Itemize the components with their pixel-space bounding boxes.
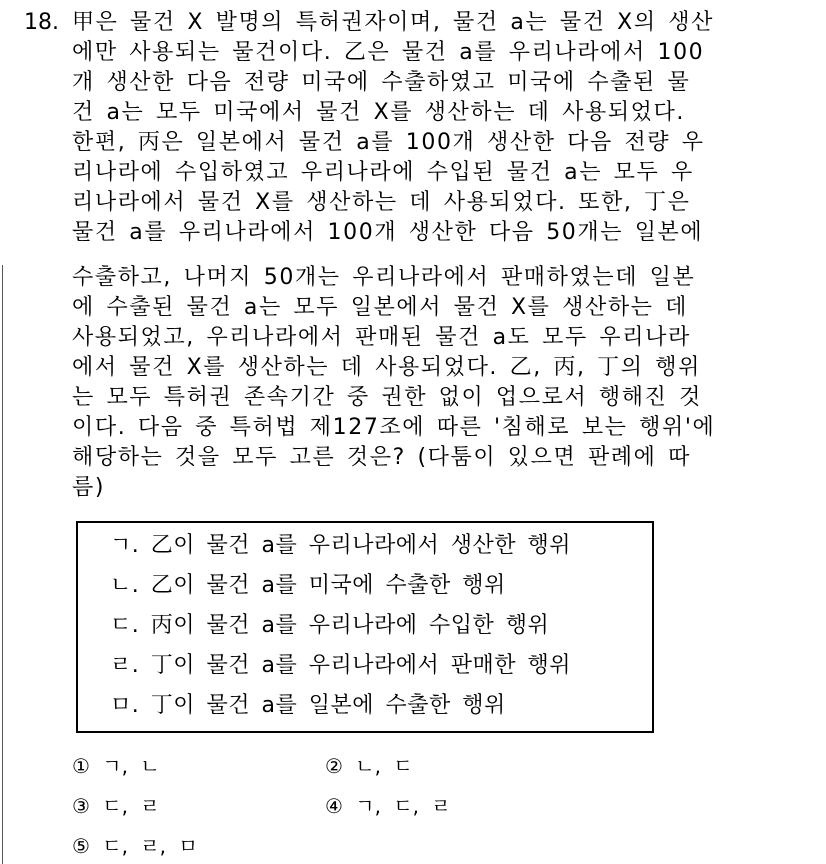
question-line: 이다. 다음 중 특허법 제127조에 따른 '침해로 보는 행위'에 <box>72 415 716 440</box>
choice-label: ⑤ <box>72 834 90 858</box>
choice-text: ㄱ, ㄴ <box>102 754 160 778</box>
question-number: 18. <box>24 10 59 35</box>
statement-item: ㄹ. 丁이 물건 a를 우리나라에서 판매한 행위 <box>110 653 571 678</box>
question-line: 개 생산한 다음 전량 미국에 수출하였고 미국에 수출된 물 <box>72 70 691 95</box>
choice-text: ㄱ, ㄷ, ㄹ <box>355 794 451 818</box>
statement-item: ㄴ. 乙이 물건 a를 미국에 수출한 행위 <box>110 573 506 598</box>
question-line: 리나라에서 물건 X를 생산하는 데 사용되었다. 또한, 丁은 <box>72 190 691 215</box>
choice-1[interactable] <box>72 752 160 780</box>
question-line: 甲은 물건 X 발명의 특허권자이며, 물건 a는 물건 X의 생산 <box>72 10 714 35</box>
question-line: 에만 사용되는 물건이다. 乙은 물건 a를 우리나라에서 100 <box>72 40 705 65</box>
choice-label: ③ <box>72 794 90 818</box>
statement-item: ㄱ. 乙이 물건 a를 우리나라에서 생산한 행위 <box>110 533 571 558</box>
choice-label: ④ <box>325 794 343 818</box>
choice-text: ㄷ, ㄹ <box>102 794 160 818</box>
choice-text: ㄴ, ㄷ <box>355 754 413 778</box>
choice-label: ② <box>325 754 343 778</box>
question-line: 건 a는 모두 미국에서 물건 X를 생산하는 데 사용되었다. <box>72 100 685 125</box>
choice-5[interactable] <box>72 832 198 860</box>
choice-2[interactable] <box>325 752 413 780</box>
question-line: 물건 a를 우리나라에서 100개 생산한 다음 50개는 일본에 <box>72 220 704 245</box>
statement-item: ㄷ. 丙이 물건 a를 우리나라에 수입한 행위 <box>110 613 550 638</box>
choice-4[interactable] <box>325 792 451 820</box>
choice-text: ㄷ, ㄹ, ㅁ <box>102 834 198 858</box>
statement-item: ㅁ. 丁이 물건 a를 일본에 수출한 행위 <box>110 693 506 718</box>
question-line: 에서 물건 X를 생산하는 데 사용되었다. 乙, 丙, 丁의 행위 <box>72 355 701 380</box>
choice-label: ① <box>72 754 90 778</box>
question-line: 수출하고, 나머지 50개는 우리나라에서 판매하였는데 일본 <box>72 265 696 290</box>
column-divider <box>2 265 3 864</box>
question-line: 에 수출된 물건 a는 모두 일본에서 물건 X를 생산하는 데 <box>72 295 688 320</box>
statement-box <box>76 521 654 733</box>
question-line: 는 모두 특허권 존속기간 중 권한 없이 업으로서 행해진 것 <box>72 385 702 410</box>
question-line: 한편, 丙은 일본에서 물건 a를 100개 생산한 다음 전량 우 <box>72 130 705 155</box>
question-line: 사용되었고, 우리나라에서 판매된 물건 a도 모두 우리나라 <box>72 325 691 350</box>
question-line: 름) <box>72 475 106 500</box>
question-line: 리나라에 수입하였고 우리나라에 수입된 물건 a는 모두 우 <box>72 160 694 185</box>
choice-3[interactable] <box>72 792 160 820</box>
question-line: 해당하는 것을 모두 고른 것은? (다툼이 있으면 판례에 따 <box>72 445 691 470</box>
